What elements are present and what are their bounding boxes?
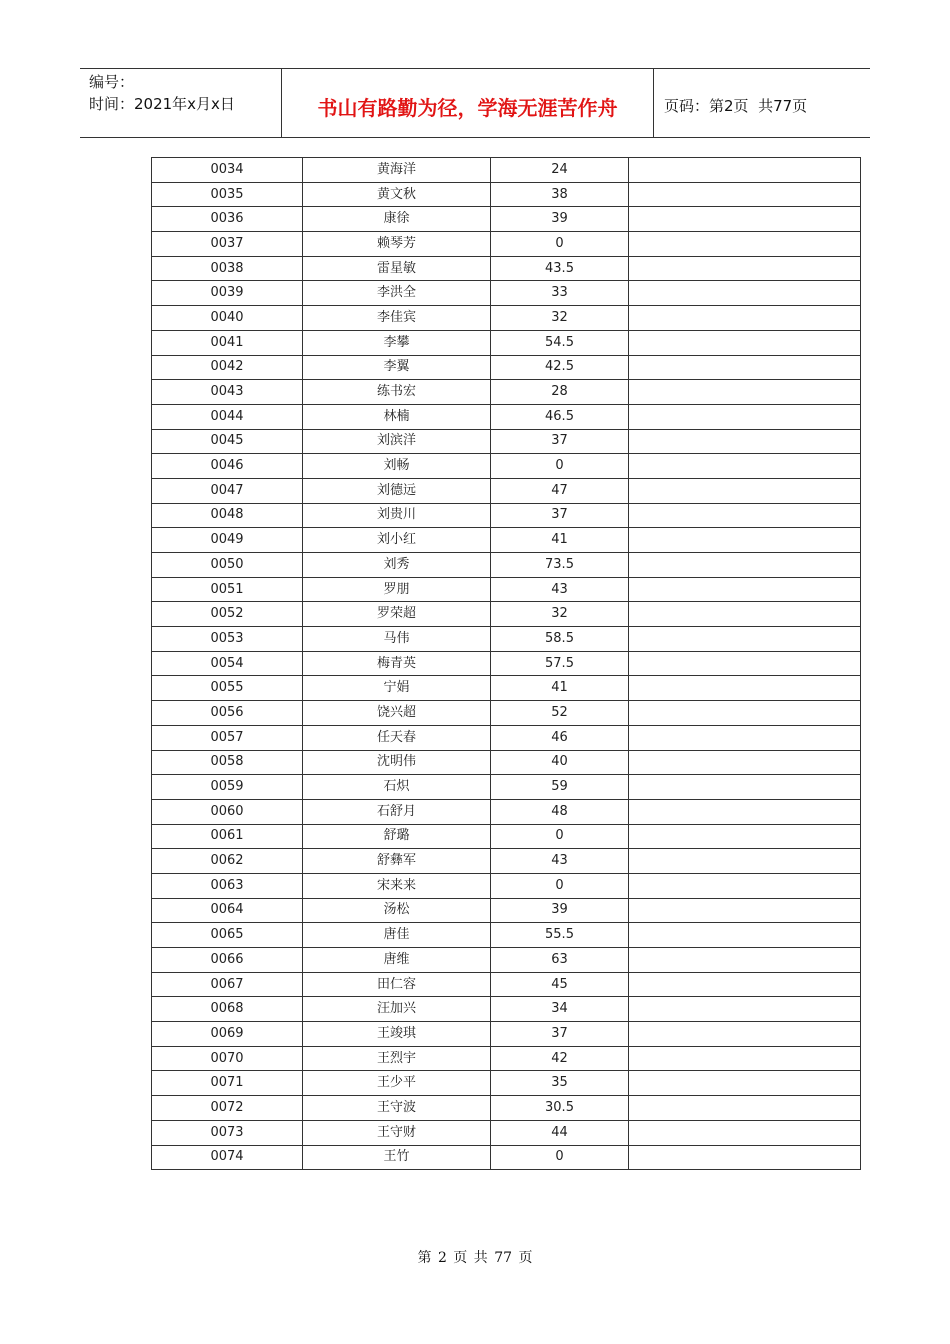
student-name-cell: 雷星敏 (303, 256, 491, 281)
student-name-cell: 梅青英 (303, 651, 491, 676)
student-id-cell: 0074 (152, 1145, 303, 1170)
student-name-cell: 刘滨洋 (303, 429, 491, 454)
student-name-cell: 刘畅 (303, 454, 491, 479)
student-name-cell: 舒彝军 (303, 849, 491, 874)
remark-cell (629, 1120, 861, 1145)
student-id-cell: 0068 (152, 997, 303, 1022)
student-id-cell: 0066 (152, 948, 303, 973)
score-cell: 37 (491, 503, 629, 528)
remark-cell (629, 1022, 861, 1047)
score-cell: 32 (491, 306, 629, 331)
table-row (152, 1046, 861, 1071)
remark-cell (629, 207, 861, 232)
remark-cell (629, 799, 861, 824)
student-name-cell: 罗朋 (303, 577, 491, 602)
student-name-cell: 王少平 (303, 1071, 491, 1096)
remark-cell (629, 898, 861, 923)
student-name-cell: 宁娟 (303, 676, 491, 701)
student-id-cell: 0037 (152, 232, 303, 257)
score-cell: 0 (491, 873, 629, 898)
student-name-cell: 饶兴超 (303, 701, 491, 726)
table-row (152, 207, 861, 232)
table-row (152, 528, 861, 553)
table-row (152, 799, 861, 824)
score-cell: 47 (491, 478, 629, 503)
remark-cell (629, 429, 861, 454)
student-name-cell: 赖琴芳 (303, 232, 491, 257)
remark-cell (629, 454, 861, 479)
student-id-cell: 0046 (152, 454, 303, 479)
score-cell: 40 (491, 750, 629, 775)
table-row (152, 948, 861, 973)
student-name-cell: 任天春 (303, 725, 491, 750)
score-cell: 35 (491, 1071, 629, 1096)
student-name-cell: 李翼 (303, 355, 491, 380)
score-cell: 42.5 (491, 355, 629, 380)
table-row (152, 182, 861, 207)
table-row (152, 849, 861, 874)
remark-cell (629, 824, 861, 849)
score-cell: 37 (491, 429, 629, 454)
score-cell: 55.5 (491, 923, 629, 948)
score-cell: 52 (491, 701, 629, 726)
student-id-cell: 0060 (152, 799, 303, 824)
remark-cell (629, 553, 861, 578)
student-name-cell: 王竣琪 (303, 1022, 491, 1047)
table-row (152, 503, 861, 528)
table-row (152, 627, 861, 652)
remark-cell (629, 849, 861, 874)
student-id-cell: 0061 (152, 824, 303, 849)
student-id-cell: 0049 (152, 528, 303, 553)
student-id-cell: 0035 (152, 182, 303, 207)
table-row (152, 923, 861, 948)
score-cell: 0 (491, 824, 629, 849)
remark-cell (629, 676, 861, 701)
remark-cell (629, 281, 861, 306)
table-row (152, 873, 861, 898)
remark-cell (629, 355, 861, 380)
table-row (152, 1071, 861, 1096)
score-cell: 73.5 (491, 553, 629, 578)
score-cell: 34 (491, 997, 629, 1022)
student-id-cell: 0038 (152, 256, 303, 281)
table-row (152, 478, 861, 503)
table-row (152, 676, 861, 701)
student-id-cell: 0070 (152, 1046, 303, 1071)
student-id-cell: 0036 (152, 207, 303, 232)
remark-cell (629, 577, 861, 602)
remark-cell (629, 478, 861, 503)
score-cell: 41 (491, 676, 629, 701)
student-name-cell: 汪加兴 (303, 997, 491, 1022)
student-id-cell: 0051 (152, 577, 303, 602)
student-id-cell: 0057 (152, 725, 303, 750)
score-cell: 54.5 (491, 330, 629, 355)
student-id-cell: 0034 (152, 158, 303, 183)
score-cell: 58.5 (491, 627, 629, 652)
student-id-cell: 0041 (152, 330, 303, 355)
remark-cell (629, 602, 861, 627)
score-cell: 0 (491, 1145, 629, 1170)
student-id-cell: 0069 (152, 1022, 303, 1047)
table-row (152, 330, 861, 355)
remark-cell (629, 1096, 861, 1121)
student-id-cell: 0040 (152, 306, 303, 331)
table-row (152, 1022, 861, 1047)
table-row (152, 898, 861, 923)
remark-cell (629, 725, 861, 750)
remark-cell (629, 380, 861, 405)
score-cell: 46.5 (491, 404, 629, 429)
table-row (152, 651, 861, 676)
page-info: 页码：第2页 共77页 (664, 96, 808, 115)
page-footer: 第 2 页 共 77 页 (417, 1250, 533, 1266)
remark-cell (629, 528, 861, 553)
table-row (152, 972, 861, 997)
table-row (152, 553, 861, 578)
student-name-cell: 舒璐 (303, 824, 491, 849)
student-id-cell: 0064 (152, 898, 303, 923)
student-name-cell: 马伟 (303, 627, 491, 652)
student-id-cell: 0055 (152, 676, 303, 701)
remark-cell (629, 1145, 861, 1170)
student-name-cell: 石炽 (303, 775, 491, 800)
student-name-cell: 黄海洋 (303, 158, 491, 183)
score-cell: 63 (491, 948, 629, 973)
student-id-cell: 0044 (152, 404, 303, 429)
table-row (152, 725, 861, 750)
header-page-info (654, 69, 870, 137)
table-row (152, 281, 861, 306)
score-cell: 0 (491, 232, 629, 257)
score-table (151, 157, 861, 1170)
student-id-cell: 0052 (152, 602, 303, 627)
table-row (152, 577, 861, 602)
student-id-cell: 0072 (152, 1096, 303, 1121)
score-cell: 24 (491, 158, 629, 183)
score-cell: 39 (491, 207, 629, 232)
table-row (152, 824, 861, 849)
table-row (152, 355, 861, 380)
remark-cell (629, 503, 861, 528)
student-name-cell: 王守波 (303, 1096, 491, 1121)
remark-cell (629, 232, 861, 257)
score-cell: 38 (491, 182, 629, 207)
student-id-cell: 0058 (152, 750, 303, 775)
student-id-cell: 0065 (152, 923, 303, 948)
score-cell: 42 (491, 1046, 629, 1071)
table-row (152, 404, 861, 429)
remark-cell (629, 1046, 861, 1071)
header-meta (80, 69, 282, 137)
remark-cell (629, 306, 861, 331)
student-name-cell: 练书宏 (303, 380, 491, 405)
score-cell: 33 (491, 281, 629, 306)
student-name-cell: 王烈宇 (303, 1046, 491, 1071)
student-id-cell: 0045 (152, 429, 303, 454)
student-name-cell: 林楠 (303, 404, 491, 429)
table-row (152, 256, 861, 281)
table-row (152, 158, 861, 183)
score-cell: 41 (491, 528, 629, 553)
remark-cell (629, 873, 861, 898)
student-id-cell: 0062 (152, 849, 303, 874)
score-cell: 37 (491, 1022, 629, 1047)
table-row (152, 1120, 861, 1145)
score-cell: 43.5 (491, 256, 629, 281)
score-cell: 43 (491, 849, 629, 874)
remark-cell (629, 182, 861, 207)
table-row (152, 602, 861, 627)
table-row (152, 997, 861, 1022)
table-row (152, 750, 861, 775)
table-row (152, 429, 861, 454)
student-name-cell: 唐佳 (303, 923, 491, 948)
score-cell: 39 (491, 898, 629, 923)
score-cell: 30.5 (491, 1096, 629, 1121)
table-row (152, 306, 861, 331)
table-row (152, 1145, 861, 1170)
table-row (152, 775, 861, 800)
score-cell: 43 (491, 577, 629, 602)
student-name-cell: 石舒月 (303, 799, 491, 824)
table-row (152, 701, 861, 726)
remark-cell (629, 627, 861, 652)
student-id-cell: 0067 (152, 972, 303, 997)
student-name-cell: 刘秀 (303, 553, 491, 578)
table-row (152, 1096, 861, 1121)
score-cell: 59 (491, 775, 629, 800)
score-cell: 44 (491, 1120, 629, 1145)
remark-cell (629, 404, 861, 429)
student-name-cell: 刘贵川 (303, 503, 491, 528)
score-cell: 32 (491, 602, 629, 627)
remark-cell (629, 1071, 861, 1096)
student-id-cell: 0071 (152, 1071, 303, 1096)
student-id-cell: 0056 (152, 701, 303, 726)
score-cell: 57.5 (491, 651, 629, 676)
student-name-cell: 李佳宾 (303, 306, 491, 331)
student-id-cell: 0059 (152, 775, 303, 800)
page-header (80, 68, 870, 138)
student-name-cell: 宋来来 (303, 873, 491, 898)
remark-cell (629, 651, 861, 676)
score-cell: 0 (491, 454, 629, 479)
remark-cell (629, 256, 861, 281)
remark-cell (629, 775, 861, 800)
student-id-cell: 0047 (152, 478, 303, 503)
student-name-cell: 沈明伟 (303, 750, 491, 775)
student-id-cell: 0042 (152, 355, 303, 380)
remark-cell (629, 158, 861, 183)
code-label: 编号： (89, 73, 135, 91)
student-name-cell: 康徐 (303, 207, 491, 232)
score-table-body (152, 158, 861, 1170)
table-row (152, 454, 861, 479)
score-cell: 45 (491, 972, 629, 997)
student-name-cell: 黄文秋 (303, 182, 491, 207)
student-id-cell: 0048 (152, 503, 303, 528)
student-name-cell: 刘小红 (303, 528, 491, 553)
table-row (152, 232, 861, 257)
remark-cell (629, 997, 861, 1022)
student-id-cell: 0050 (152, 553, 303, 578)
remark-cell (629, 948, 861, 973)
student-id-cell: 0063 (152, 873, 303, 898)
time-label: 时间：2021年x月x日 (89, 95, 235, 113)
student-name-cell: 汤松 (303, 898, 491, 923)
student-id-cell: 0053 (152, 627, 303, 652)
student-name-cell: 李攀 (303, 330, 491, 355)
student-name-cell: 罗荣超 (303, 602, 491, 627)
student-name-cell: 王守财 (303, 1120, 491, 1145)
remark-cell (629, 923, 861, 948)
remark-cell (629, 330, 861, 355)
remark-cell (629, 701, 861, 726)
student-name-cell: 刘德远 (303, 478, 491, 503)
student-id-cell: 0073 (152, 1120, 303, 1145)
score-cell: 46 (491, 725, 629, 750)
student-id-cell: 0043 (152, 380, 303, 405)
remark-cell (629, 750, 861, 775)
score-cell: 48 (491, 799, 629, 824)
student-id-cell: 0039 (152, 281, 303, 306)
score-cell: 28 (491, 380, 629, 405)
student-name-cell: 王竹 (303, 1145, 491, 1170)
student-name-cell: 田仁容 (303, 972, 491, 997)
table-row (152, 380, 861, 405)
student-name-cell: 唐维 (303, 948, 491, 973)
student-name-cell: 李洪全 (303, 281, 491, 306)
motto: 书山有路勤为径，学海无涯苦作舟 (282, 69, 654, 137)
student-id-cell: 0054 (152, 651, 303, 676)
remark-cell (629, 972, 861, 997)
